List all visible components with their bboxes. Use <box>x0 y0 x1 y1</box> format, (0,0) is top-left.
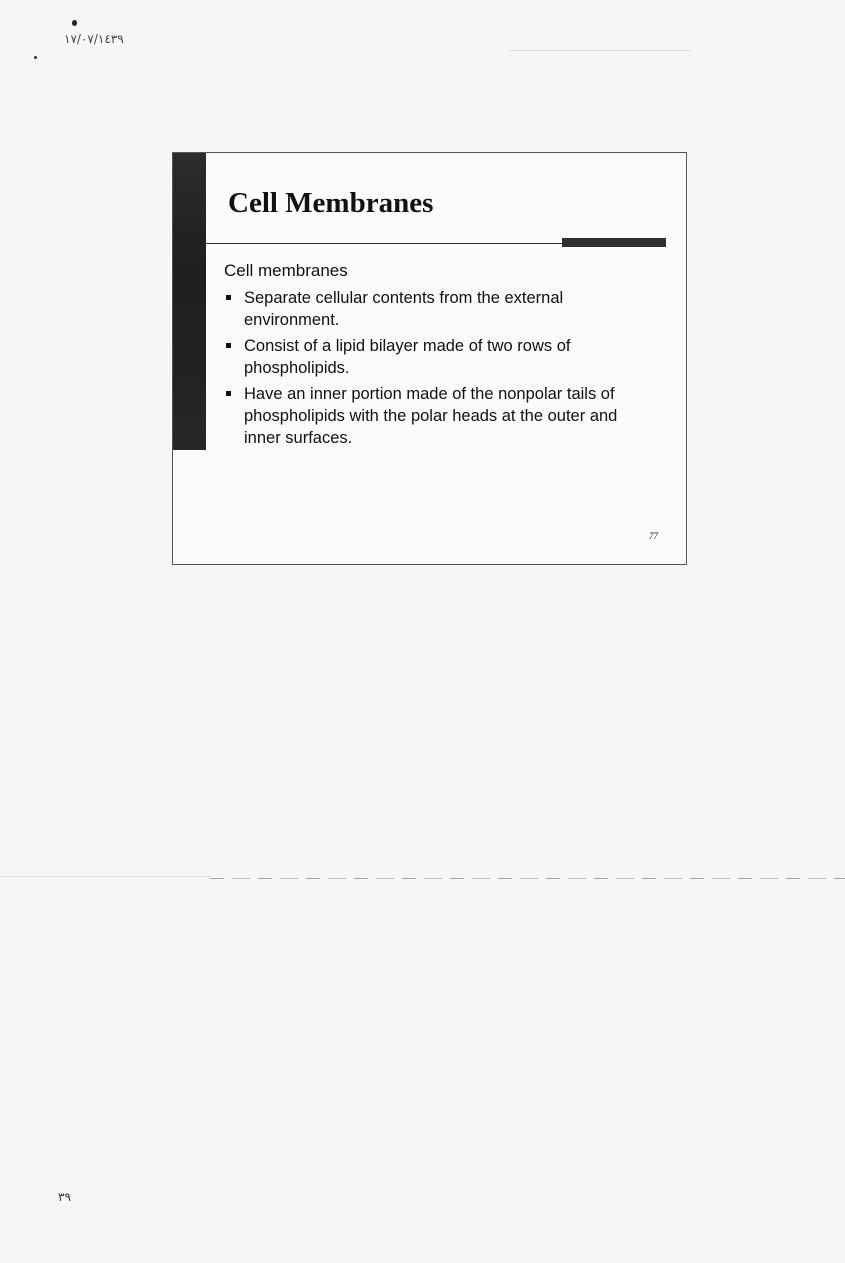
bullet-text: Separate cellular contents from the external environment. <box>244 289 564 329</box>
bullet-list <box>224 287 644 449</box>
bullet-text: Have an inner portion made of the nonpolar tails of phospholipids with the polar heads at the outer and inner surfaces. <box>244 385 618 447</box>
ink-dot <box>72 20 77 26</box>
slide <box>172 152 687 565</box>
title-accent-bar <box>562 238 666 247</box>
scan-artifact-line <box>210 878 845 879</box>
ink-dot-small <box>34 56 37 59</box>
bullet-item <box>224 335 644 379</box>
slide-body <box>224 260 644 453</box>
bullet-item <box>224 287 644 331</box>
slide-title: Cell Membranes <box>228 187 434 219</box>
slide-number: 77 <box>649 531 658 541</box>
bullet-text: Consist of a lipid bilayer made of two rows of phospholipids. <box>244 337 571 377</box>
slide-lead-text: Cell membranes <box>224 261 348 280</box>
square-bullet-icon <box>226 391 231 396</box>
scan-artifact-line <box>0 876 210 877</box>
square-bullet-icon <box>226 343 231 348</box>
bullet-item <box>224 383 644 449</box>
slide-sidebar <box>173 153 206 450</box>
header-rule <box>510 50 690 51</box>
page-number: ٣٩ <box>58 1190 71 1204</box>
title-rule <box>206 243 564 244</box>
square-bullet-icon <box>226 295 231 300</box>
header-date-code: ١٧/٠٧/١٤٣٩ <box>64 32 124 46</box>
